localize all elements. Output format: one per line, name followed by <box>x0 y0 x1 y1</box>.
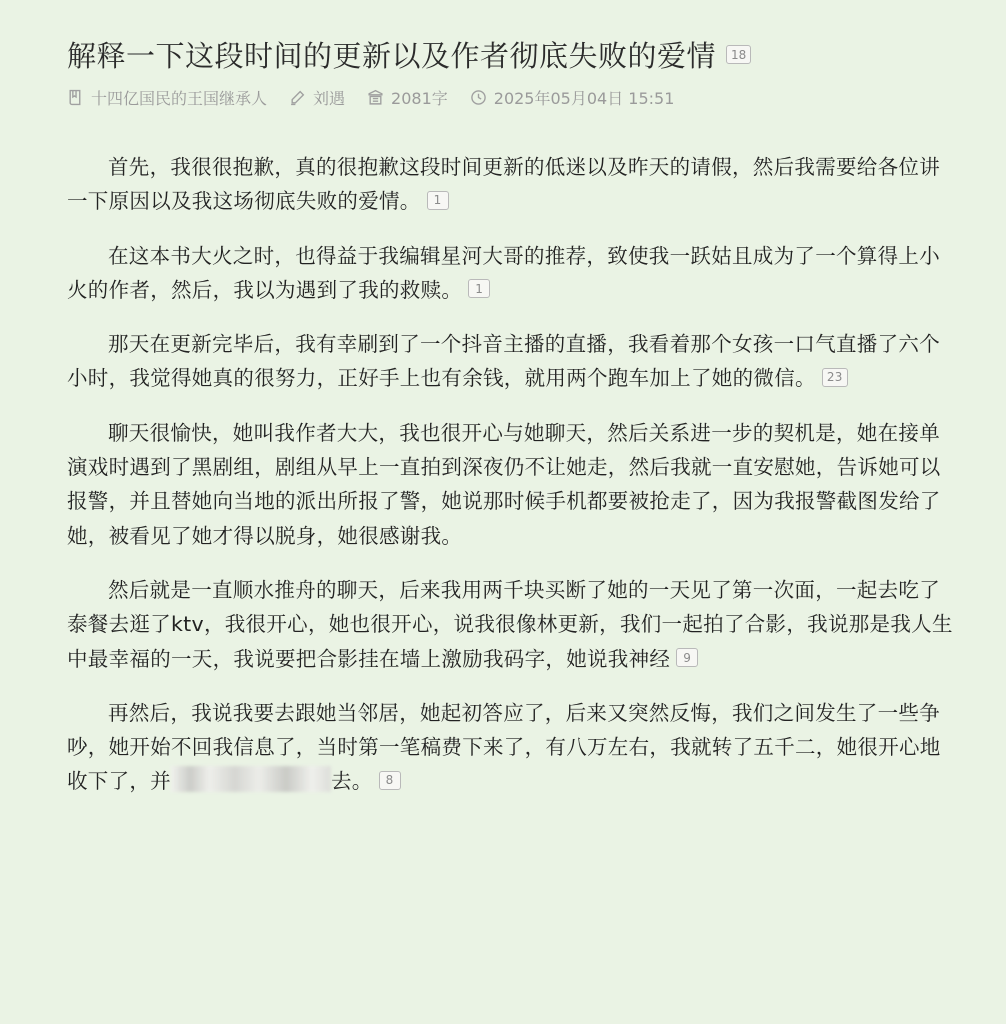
meta-author-name: 刘遇 <box>313 89 346 108</box>
paragraph-text: 在这本书大火之时，也得益于我编辑星河大哥的推荐，致使我一跃姑且成为了一个算得上小火的作者，然后，我以为遇到了我的救赎。 <box>67 243 940 302</box>
paragraph-text-tail: 去。 <box>331 769 373 794</box>
meta-wordcount <box>367 86 448 109</box>
paragraph-comment-badge[interactable]: 1 <box>427 191 449 210</box>
paragraph-comment-badge[interactable]: 8 <box>379 771 401 790</box>
paragraph-text: 聊天很愉快，她叫我作者大大，我也很开心与她聊天，然后关系进一步的契机是，她在接单演戏时遇到了黑剧组，剧组从早上一直拍到深夜仍不让她走，然后我就一直安慰她，告诉她可以报警，并且替她向当地的派出所报了警，她说那时候手机都要被抢走了，因为我报警截图发给了她，被看见了她才得以脱身，她很感谢我。 <box>67 420 941 548</box>
paragraph-text: 那天在更新完毕后，我有幸刷到了一个抖音主播的直播，我看着那个女孩一口气直播了六个小时，我觉得她真的很努力，正好手上也有余钱，就用两个跑车加上了她的微信。 <box>67 332 940 391</box>
paragraph <box>67 239 957 308</box>
meta-book-name: 十四亿国民的王国继承人 <box>91 89 268 108</box>
meta-datetime <box>470 86 675 109</box>
title-comment-badge[interactable]: 18 <box>726 45 751 64</box>
paragraph-comment-badge[interactable]: 9 <box>676 648 698 667</box>
paragraph-text: 然后就是一直顺水推舟的聊天，后来我用两千块买断了她的一天见了第一次面，一起去吃了泰餐去逛了ktv，我很开心，她也很开心，说我很像林更新，我们一起拍了合影，我说那是我人生中最幸福的一天，我说要把合影挂在墙上激励我码字，她说我神经 <box>67 577 953 671</box>
paragraph-text: 首先，我很很抱歉，真的很抱歉这段时间更新的低迷以及昨天的请假，然后我需要给各位讲一下原因以及我这场彻底失败的爱情。 <box>67 155 940 214</box>
title-row <box>67 34 751 75</box>
clock-icon <box>470 89 487 106</box>
paragraph <box>67 696 957 799</box>
paragraph <box>67 150 957 219</box>
paragraph <box>67 573 957 676</box>
meta-wordcount-value: 2081字 <box>391 89 448 108</box>
article-meta <box>67 86 696 109</box>
paragraph-text: 再然后，我说我要去跟她当邻居，她起初答应了，后来又突然反悔，我们之间发生了一些争吵，她开始不回我信息了，当时第一笔稿费下来了，有八万左右，我就转了五千二，她很开心地收下了，并 <box>67 700 941 794</box>
meta-author[interactable] <box>289 86 345 109</box>
redacted-text-blur <box>171 766 331 792</box>
paragraph <box>67 416 957 553</box>
meta-book[interactable] <box>67 86 267 109</box>
article-title: 解释一下这段时间的更新以及作者彻底失败的爱情 <box>67 39 717 73</box>
paragraph-comment-badge[interactable]: 23 <box>822 368 848 387</box>
document-icon <box>367 89 384 106</box>
article-content <box>67 150 957 819</box>
paragraph-comment-badge[interactable]: 1 <box>468 279 490 298</box>
pen-icon <box>289 89 306 106</box>
paragraph <box>67 327 957 396</box>
meta-datetime-value: 2025年05月04日 15:51 <box>493 89 675 108</box>
book-icon <box>67 89 84 106</box>
